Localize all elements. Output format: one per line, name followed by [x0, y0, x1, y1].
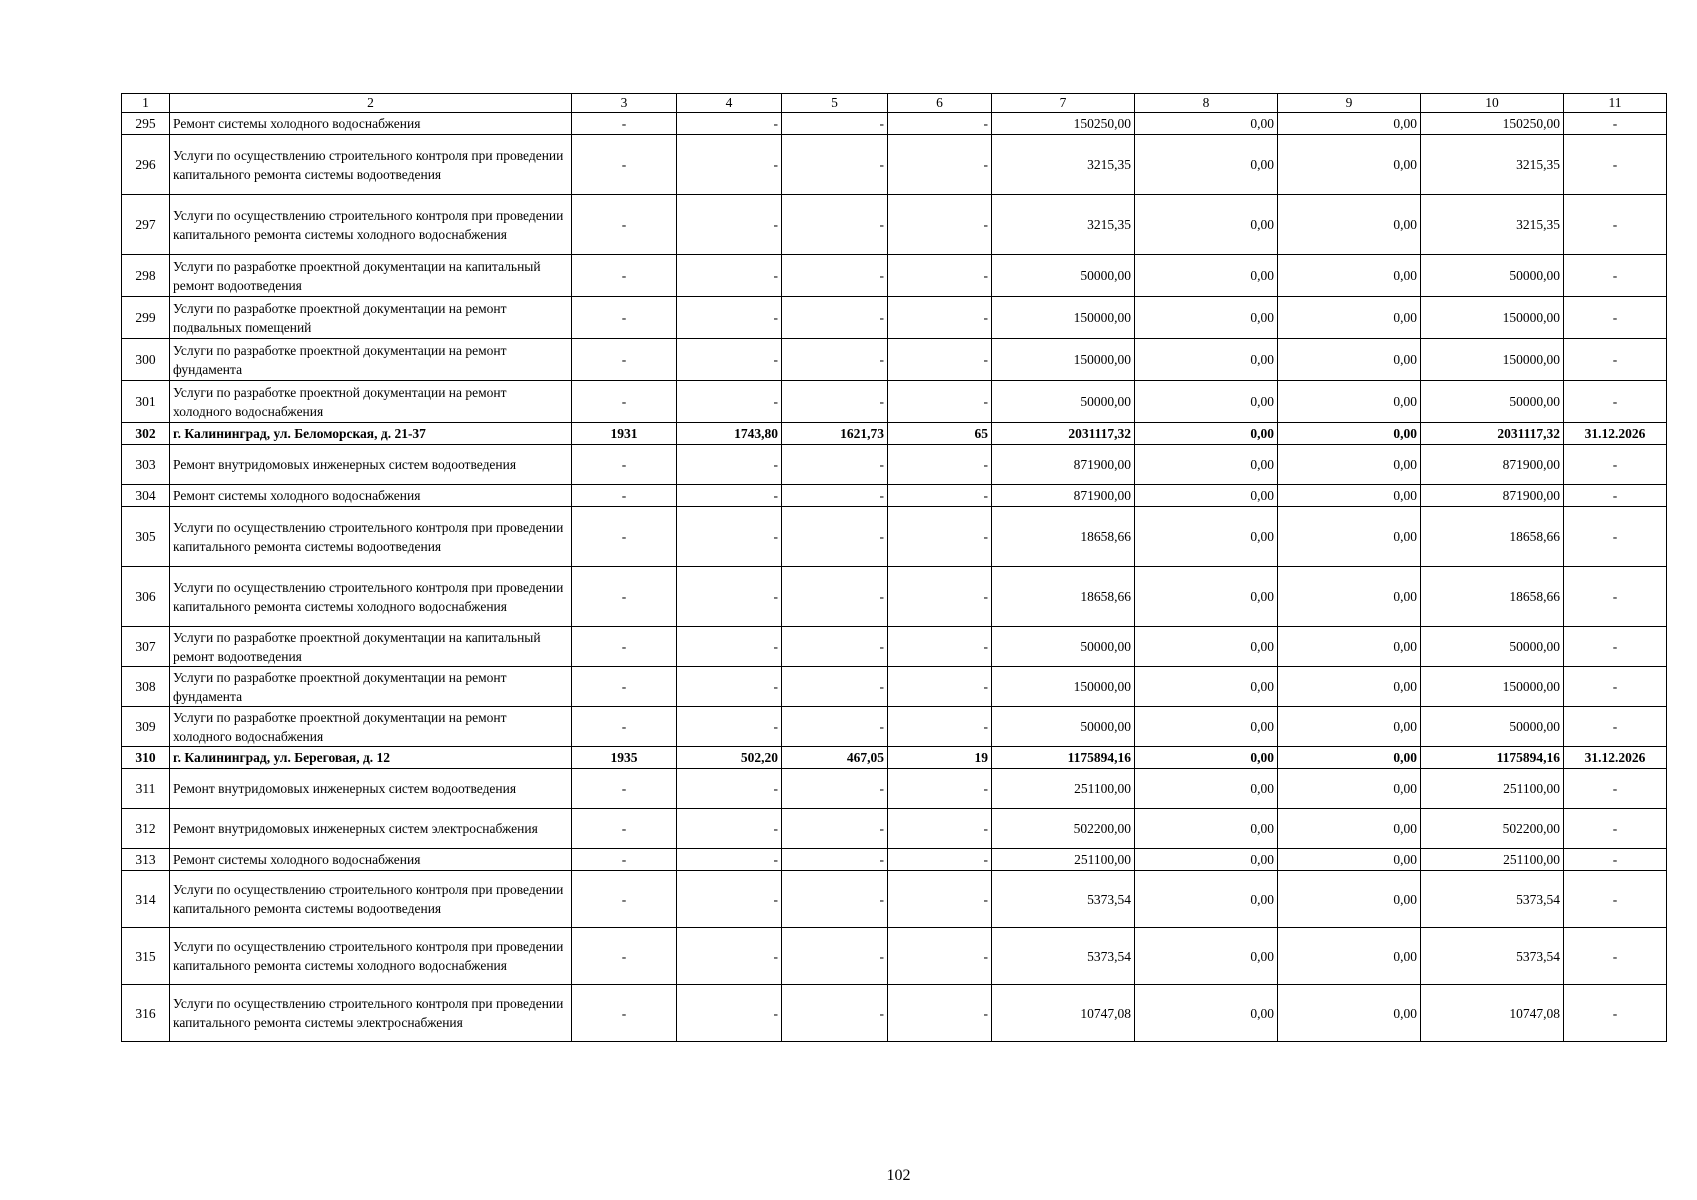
- deadline-cell: 31.12.2026: [1564, 747, 1667, 769]
- deadline-cell: -: [1564, 255, 1667, 297]
- header-cell: 3: [572, 94, 677, 113]
- residents-cell: -: [888, 985, 992, 1042]
- total-area-cell: -: [677, 849, 782, 871]
- table-row: [122, 809, 1667, 849]
- description-cell: Ремонт системы холодного водоснабжения: [170, 485, 572, 507]
- total-area-cell: -: [677, 627, 782, 667]
- description-cell: Ремонт внутридомовых инженерных систем водоотведения: [170, 769, 572, 809]
- works-table: [121, 93, 1667, 1042]
- table-row: [122, 928, 1667, 985]
- description-cell: Услуги по разработке проектной документации на ремонт подвальных помещений: [170, 297, 572, 339]
- cost-col9-cell: 0,00: [1278, 769, 1421, 809]
- header-cell: 6: [888, 94, 992, 113]
- deadline-cell: -: [1564, 113, 1667, 135]
- residents-cell: -: [888, 928, 992, 985]
- living-area-cell: -: [782, 667, 888, 707]
- cost-total-cell: 502200,00: [992, 809, 1135, 849]
- column-number-row: [122, 94, 1667, 113]
- cost-col10-cell: 18658,66: [1421, 507, 1564, 567]
- cost-col9-cell: 0,00: [1278, 381, 1421, 423]
- living-area-cell: -: [782, 255, 888, 297]
- cost-total-cell: 150000,00: [992, 339, 1135, 381]
- total-area-cell: -: [677, 485, 782, 507]
- cost-col8-cell: 0,00: [1135, 985, 1278, 1042]
- table-row: [122, 985, 1667, 1042]
- total-area-cell: -: [677, 113, 782, 135]
- cost-col8-cell: 0,00: [1135, 485, 1278, 507]
- cost-total-cell: 150000,00: [992, 667, 1135, 707]
- description-cell: Услуги по осуществлению строительного контроля при проведении капитального ремонта системы водоотведения: [170, 871, 572, 928]
- cost-total-cell: 150250,00: [992, 113, 1135, 135]
- cost-col10-cell: 502200,00: [1421, 809, 1564, 849]
- cost-col9-cell: 0,00: [1278, 849, 1421, 871]
- year-cell: -: [572, 627, 677, 667]
- deadline-cell: -: [1564, 769, 1667, 809]
- cost-col10-cell: 5373,54: [1421, 871, 1564, 928]
- header-cell: 2: [170, 94, 572, 113]
- living-area-cell: -: [782, 985, 888, 1042]
- cost-col9-cell: 0,00: [1278, 135, 1421, 195]
- living-area-cell: 467,05: [782, 747, 888, 769]
- cost-total-cell: 5373,54: [992, 928, 1135, 985]
- cost-total-cell: 1175894,16: [992, 747, 1135, 769]
- deadline-cell: -: [1564, 707, 1667, 747]
- year-cell: -: [572, 667, 677, 707]
- description-cell: Ремонт системы холодного водоснабжения: [170, 113, 572, 135]
- table-row: [122, 339, 1667, 381]
- cost-col9-cell: 0,00: [1278, 809, 1421, 849]
- description-cell: Услуги по разработке проектной документации на ремонт холодного водоснабжения: [170, 381, 572, 423]
- residents-cell: -: [888, 445, 992, 485]
- cost-col8-cell: 0,00: [1135, 339, 1278, 381]
- cost-col8-cell: 0,00: [1135, 928, 1278, 985]
- deadline-cell: -: [1564, 507, 1667, 567]
- cost-col8-cell: 0,00: [1135, 667, 1278, 707]
- residents-cell: -: [888, 339, 992, 381]
- total-area-cell: -: [677, 667, 782, 707]
- living-area-cell: -: [782, 135, 888, 195]
- cost-col8-cell: 0,00: [1135, 769, 1278, 809]
- total-area-cell: -: [677, 255, 782, 297]
- cost-col9-cell: 0,00: [1278, 195, 1421, 255]
- header-cell: 9: [1278, 94, 1421, 113]
- cost-col9-cell: 0,00: [1278, 485, 1421, 507]
- description-cell: Ремонт системы холодного водоснабжения: [170, 849, 572, 871]
- residents-cell: -: [888, 627, 992, 667]
- deadline-cell: -: [1564, 135, 1667, 195]
- row-number-cell: 295: [122, 113, 170, 135]
- residents-cell: -: [888, 485, 992, 507]
- residents-cell: -: [888, 567, 992, 627]
- cost-col8-cell: 0,00: [1135, 195, 1278, 255]
- deadline-cell: -: [1564, 567, 1667, 627]
- row-number-cell: 300: [122, 339, 170, 381]
- cost-col9-cell: 0,00: [1278, 339, 1421, 381]
- deadline-cell: -: [1564, 297, 1667, 339]
- cost-total-cell: 2031117,32: [992, 423, 1135, 445]
- living-area-cell: -: [782, 339, 888, 381]
- year-cell: -: [572, 135, 677, 195]
- table-row: [122, 707, 1667, 747]
- total-area-cell: -: [677, 928, 782, 985]
- living-area-cell: -: [782, 707, 888, 747]
- residents-cell: 19: [888, 747, 992, 769]
- table-body: [122, 94, 1667, 1042]
- deadline-cell: -: [1564, 445, 1667, 485]
- cost-col10-cell: 5373,54: [1421, 928, 1564, 985]
- description-cell: Услуги по разработке проектной документации на ремонт холодного водоснабжения: [170, 707, 572, 747]
- living-area-cell: -: [782, 381, 888, 423]
- cost-col9-cell: 0,00: [1278, 747, 1421, 769]
- total-area-cell: -: [677, 567, 782, 627]
- description-cell: Услуги по осуществлению строительного контроля при проведении капитального ремонта системы холодного водоснабжения: [170, 567, 572, 627]
- total-area-cell: -: [677, 381, 782, 423]
- deadline-cell: -: [1564, 195, 1667, 255]
- row-number-cell: 305: [122, 507, 170, 567]
- table-row-address: [122, 423, 1667, 445]
- year-cell: -: [572, 809, 677, 849]
- total-area-cell: -: [677, 707, 782, 747]
- description-cell: г. Калининград, ул. Беломорская, д. 21-37: [170, 423, 572, 445]
- cost-col9-cell: 0,00: [1278, 667, 1421, 707]
- cost-col10-cell: 251100,00: [1421, 769, 1564, 809]
- living-area-cell: -: [782, 485, 888, 507]
- cost-col8-cell: 0,00: [1135, 507, 1278, 567]
- description-cell: Ремонт внутридомовых инженерных систем водоотведения: [170, 445, 572, 485]
- cost-col9-cell: 0,00: [1278, 507, 1421, 567]
- cost-col10-cell: 1175894,16: [1421, 747, 1564, 769]
- total-area-cell: 1743,80: [677, 423, 782, 445]
- residents-cell: -: [888, 871, 992, 928]
- year-cell: -: [572, 707, 677, 747]
- total-area-cell: -: [677, 985, 782, 1042]
- cost-col8-cell: 0,00: [1135, 707, 1278, 747]
- table-row: [122, 297, 1667, 339]
- table-row: [122, 485, 1667, 507]
- table-row: [122, 849, 1667, 871]
- residents-cell: -: [888, 255, 992, 297]
- cost-col8-cell: 0,00: [1135, 849, 1278, 871]
- description-cell: г. Калининград, ул. Береговая, д. 12: [170, 747, 572, 769]
- description-cell: Услуги по разработке проектной документации на ремонт фундамента: [170, 339, 572, 381]
- cost-total-cell: 18658,66: [992, 507, 1135, 567]
- total-area-cell: -: [677, 507, 782, 567]
- row-number-cell: 308: [122, 667, 170, 707]
- living-area-cell: -: [782, 113, 888, 135]
- table-row: [122, 769, 1667, 809]
- description-cell: Услуги по разработке проектной документации на ремонт фундамента: [170, 667, 572, 707]
- cost-col10-cell: 150000,00: [1421, 339, 1564, 381]
- row-number-cell: 301: [122, 381, 170, 423]
- cost-col9-cell: 0,00: [1278, 985, 1421, 1042]
- row-number-cell: 316: [122, 985, 170, 1042]
- living-area-cell: -: [782, 627, 888, 667]
- table-row: [122, 627, 1667, 667]
- header-cell: 5: [782, 94, 888, 113]
- row-number-cell: 304: [122, 485, 170, 507]
- residents-cell: -: [888, 297, 992, 339]
- cost-col10-cell: 3215,35: [1421, 135, 1564, 195]
- row-number-cell: 302: [122, 423, 170, 445]
- year-cell: -: [572, 985, 677, 1042]
- cost-col8-cell: 0,00: [1135, 255, 1278, 297]
- cost-col9-cell: 0,00: [1278, 423, 1421, 445]
- cost-total-cell: 10747,08: [992, 985, 1135, 1042]
- row-number-cell: 297: [122, 195, 170, 255]
- residents-cell: -: [888, 667, 992, 707]
- cost-col9-cell: 0,00: [1278, 707, 1421, 747]
- row-number-cell: 309: [122, 707, 170, 747]
- deadline-cell: 31.12.2026: [1564, 423, 1667, 445]
- living-area-cell: -: [782, 297, 888, 339]
- cost-col8-cell: 0,00: [1135, 297, 1278, 339]
- year-cell: -: [572, 113, 677, 135]
- cost-col8-cell: 0,00: [1135, 747, 1278, 769]
- total-area-cell: -: [677, 135, 782, 195]
- deadline-cell: -: [1564, 381, 1667, 423]
- year-cell: -: [572, 381, 677, 423]
- residents-cell: -: [888, 381, 992, 423]
- cost-col9-cell: 0,00: [1278, 928, 1421, 985]
- residents-cell: -: [888, 707, 992, 747]
- cost-col9-cell: 0,00: [1278, 113, 1421, 135]
- cost-col9-cell: 0,00: [1278, 255, 1421, 297]
- cost-col9-cell: 0,00: [1278, 871, 1421, 928]
- deadline-cell: -: [1564, 485, 1667, 507]
- table-row: [122, 871, 1667, 928]
- row-number-cell: 298: [122, 255, 170, 297]
- cost-total-cell: 251100,00: [992, 849, 1135, 871]
- total-area-cell: -: [677, 195, 782, 255]
- row-number-cell: 312: [122, 809, 170, 849]
- residents-cell: -: [888, 135, 992, 195]
- cost-col10-cell: 871900,00: [1421, 485, 1564, 507]
- living-area-cell: -: [782, 849, 888, 871]
- row-number-cell: 310: [122, 747, 170, 769]
- cost-total-cell: 3215,35: [992, 195, 1135, 255]
- table-row: [122, 113, 1667, 135]
- total-area-cell: -: [677, 809, 782, 849]
- cost-col9-cell: 0,00: [1278, 567, 1421, 627]
- row-number-cell: 299: [122, 297, 170, 339]
- cost-col9-cell: 0,00: [1278, 445, 1421, 485]
- year-cell: -: [572, 255, 677, 297]
- cost-col10-cell: 251100,00: [1421, 849, 1564, 871]
- cost-col8-cell: 0,00: [1135, 627, 1278, 667]
- description-cell: Услуги по осуществлению строительного контроля при проведении капитального ремонта системы холодного водоснабжения: [170, 195, 572, 255]
- year-cell: -: [572, 195, 677, 255]
- header-cell: 4: [677, 94, 782, 113]
- cost-total-cell: 871900,00: [992, 445, 1135, 485]
- cost-col10-cell: 150000,00: [1421, 297, 1564, 339]
- cost-total-cell: 871900,00: [992, 485, 1135, 507]
- cost-col8-cell: 0,00: [1135, 135, 1278, 195]
- cost-col10-cell: 871900,00: [1421, 445, 1564, 485]
- year-cell: -: [572, 297, 677, 339]
- cost-col10-cell: 50000,00: [1421, 707, 1564, 747]
- living-area-cell: -: [782, 769, 888, 809]
- row-number-cell: 306: [122, 567, 170, 627]
- description-cell: Ремонт внутридомовых инженерных систем электроснабжения: [170, 809, 572, 849]
- cost-col10-cell: 2031117,32: [1421, 423, 1564, 445]
- cost-total-cell: 18658,66: [992, 567, 1135, 627]
- residents-cell: -: [888, 809, 992, 849]
- description-cell: Услуги по осуществлению строительного контроля при проведении капитального ремонта системы водоотведения: [170, 507, 572, 567]
- cost-total-cell: 5373,54: [992, 871, 1135, 928]
- residents-cell: -: [888, 769, 992, 809]
- deadline-cell: -: [1564, 849, 1667, 871]
- living-area-cell: 1621,73: [782, 423, 888, 445]
- deadline-cell: -: [1564, 985, 1667, 1042]
- cost-total-cell: 50000,00: [992, 255, 1135, 297]
- cost-col10-cell: 150000,00: [1421, 667, 1564, 707]
- year-cell: -: [572, 507, 677, 567]
- cost-total-cell: 251100,00: [992, 769, 1135, 809]
- deadline-cell: -: [1564, 627, 1667, 667]
- description-cell: Услуги по осуществлению строительного контроля при проведении капитального ремонта системы электроснабжения: [170, 985, 572, 1042]
- residents-cell: -: [888, 849, 992, 871]
- year-cell: -: [572, 871, 677, 928]
- living-area-cell: -: [782, 195, 888, 255]
- header-cell: 1: [122, 94, 170, 113]
- cost-col8-cell: 0,00: [1135, 423, 1278, 445]
- year-cell: -: [572, 849, 677, 871]
- living-area-cell: -: [782, 507, 888, 567]
- cost-col10-cell: 150250,00: [1421, 113, 1564, 135]
- row-number-cell: 296: [122, 135, 170, 195]
- year-cell: 1935: [572, 747, 677, 769]
- deadline-cell: -: [1564, 667, 1667, 707]
- table-row: [122, 567, 1667, 627]
- cost-col10-cell: 10747,08: [1421, 985, 1564, 1042]
- living-area-cell: -: [782, 871, 888, 928]
- living-area-cell: -: [782, 445, 888, 485]
- year-cell: -: [572, 339, 677, 381]
- cost-col10-cell: 3215,35: [1421, 195, 1564, 255]
- living-area-cell: -: [782, 567, 888, 627]
- row-number-cell: 307: [122, 627, 170, 667]
- deadline-cell: -: [1564, 928, 1667, 985]
- year-cell: -: [572, 485, 677, 507]
- table-row-address: [122, 747, 1667, 769]
- cost-total-cell: 150000,00: [992, 297, 1135, 339]
- total-area-cell: 502,20: [677, 747, 782, 769]
- living-area-cell: -: [782, 809, 888, 849]
- residents-cell: -: [888, 195, 992, 255]
- header-cell: 7: [992, 94, 1135, 113]
- total-area-cell: -: [677, 769, 782, 809]
- deadline-cell: -: [1564, 339, 1667, 381]
- cost-col10-cell: 50000,00: [1421, 255, 1564, 297]
- table-row: [122, 135, 1667, 195]
- total-area-cell: -: [677, 445, 782, 485]
- header-cell: 10: [1421, 94, 1564, 113]
- page-number: 102: [886, 1167, 911, 1184]
- total-area-cell: -: [677, 871, 782, 928]
- total-area-cell: -: [677, 339, 782, 381]
- row-number-cell: 311: [122, 769, 170, 809]
- deadline-cell: -: [1564, 871, 1667, 928]
- cost-total-cell: 50000,00: [992, 381, 1135, 423]
- cost-col10-cell: 18658,66: [1421, 567, 1564, 627]
- year-cell: 1931: [572, 423, 677, 445]
- cost-col10-cell: 50000,00: [1421, 627, 1564, 667]
- table-row: [122, 255, 1667, 297]
- header-cell: 11: [1564, 94, 1667, 113]
- cost-col8-cell: 0,00: [1135, 381, 1278, 423]
- cost-col9-cell: 0,00: [1278, 297, 1421, 339]
- table-row: [122, 667, 1667, 707]
- year-cell: -: [572, 445, 677, 485]
- row-number-cell: 313: [122, 849, 170, 871]
- table-row: [122, 381, 1667, 423]
- description-cell: Услуги по разработке проектной документации на капитальный ремонт водоотведения: [170, 255, 572, 297]
- cost-total-cell: 50000,00: [992, 707, 1135, 747]
- residents-cell: 65: [888, 423, 992, 445]
- deadline-cell: -: [1564, 809, 1667, 849]
- cost-col8-cell: 0,00: [1135, 871, 1278, 928]
- cost-total-cell: 50000,00: [992, 627, 1135, 667]
- year-cell: -: [572, 567, 677, 627]
- row-number-cell: 314: [122, 871, 170, 928]
- description-cell: Услуги по разработке проектной документации на капитальный ремонт водоотведения: [170, 627, 572, 667]
- cost-col8-cell: 0,00: [1135, 445, 1278, 485]
- total-area-cell: -: [677, 297, 782, 339]
- residents-cell: -: [888, 113, 992, 135]
- description-cell: Услуги по осуществлению строительного контроля при проведении капитального ремонта системы водоотведения: [170, 135, 572, 195]
- row-number-cell: 315: [122, 928, 170, 985]
- cost-col9-cell: 0,00: [1278, 627, 1421, 667]
- row-number-cell: 303: [122, 445, 170, 485]
- header-cell: 8: [1135, 94, 1278, 113]
- cost-col8-cell: 0,00: [1135, 567, 1278, 627]
- table-row: [122, 507, 1667, 567]
- residents-cell: -: [888, 507, 992, 567]
- cost-col8-cell: 0,00: [1135, 809, 1278, 849]
- cost-col8-cell: 0,00: [1135, 113, 1278, 135]
- cost-total-cell: 3215,35: [992, 135, 1135, 195]
- year-cell: -: [572, 769, 677, 809]
- table-row: [122, 195, 1667, 255]
- year-cell: -: [572, 928, 677, 985]
- table-row: [122, 445, 1667, 485]
- cost-col10-cell: 50000,00: [1421, 381, 1564, 423]
- living-area-cell: -: [782, 928, 888, 985]
- description-cell: Услуги по осуществлению строительного контроля при проведении капитального ремонта системы холодного водоснабжения: [170, 928, 572, 985]
